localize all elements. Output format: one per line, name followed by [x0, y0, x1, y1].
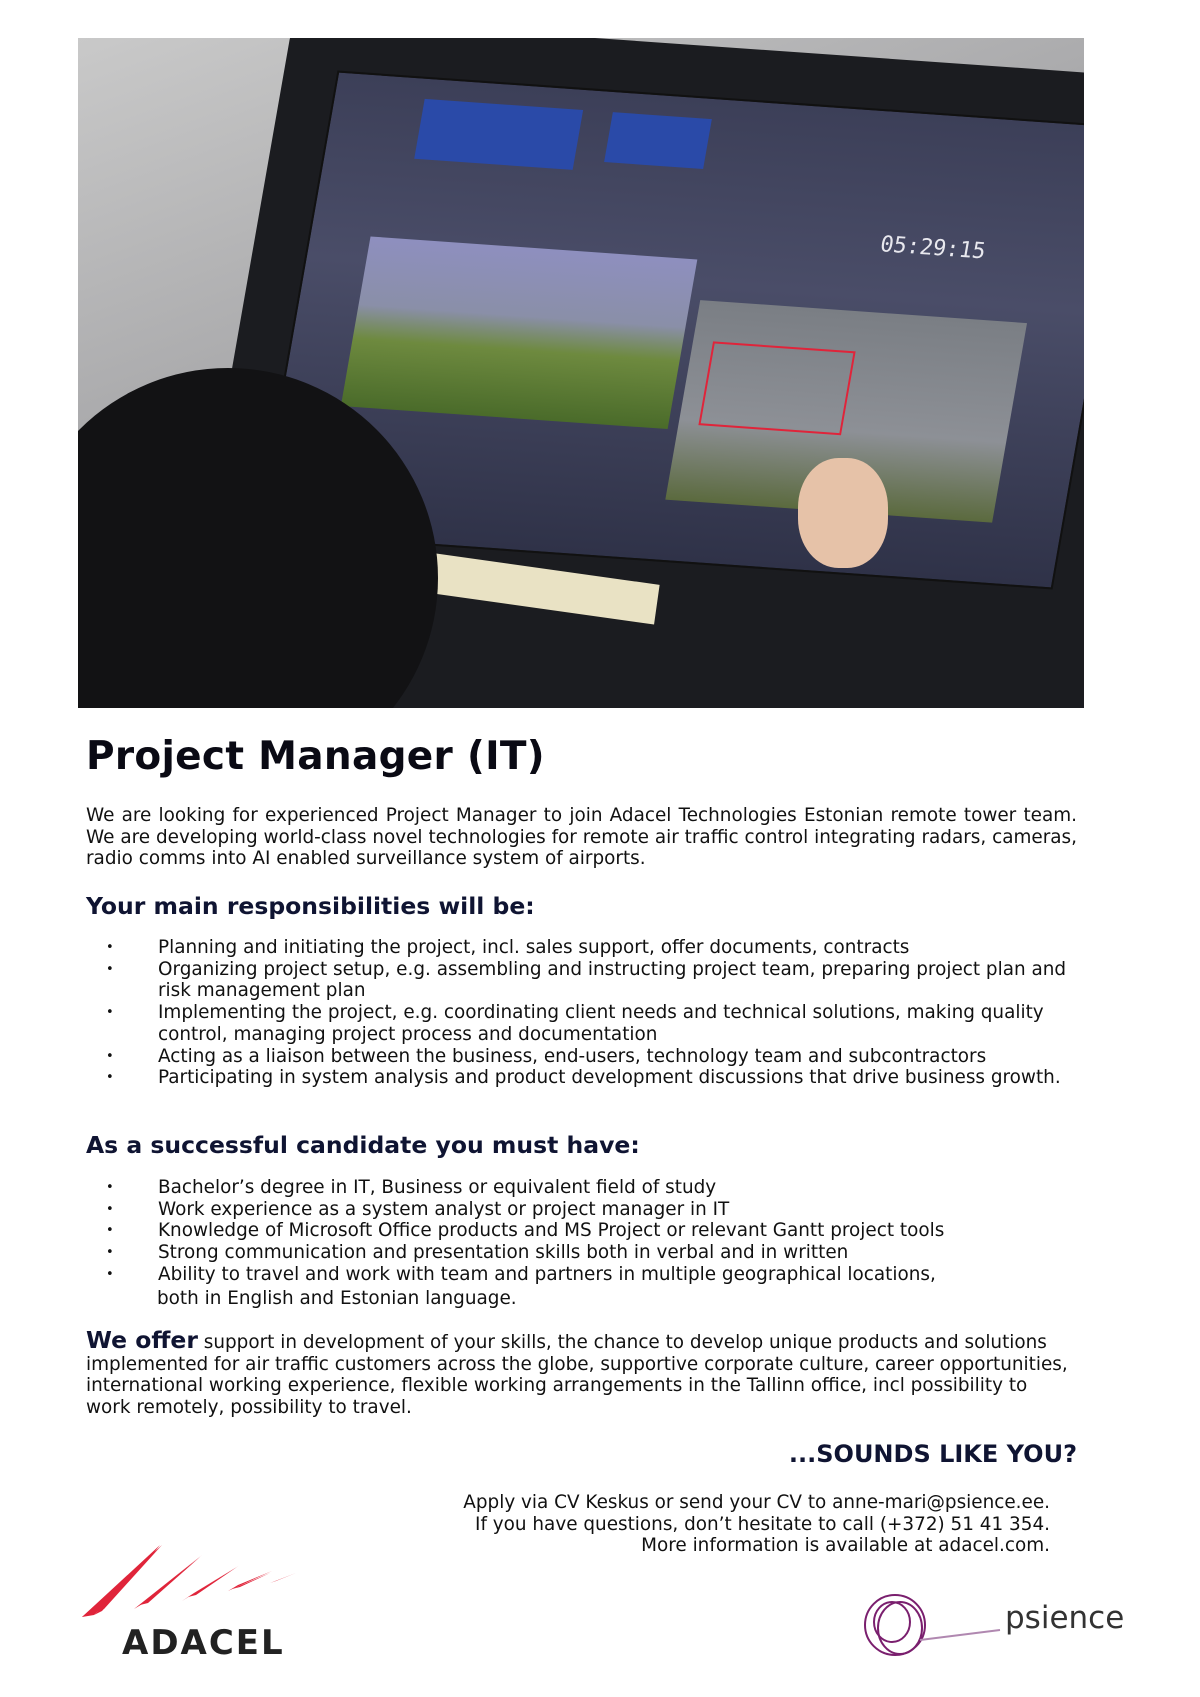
bullet-icon: • — [106, 1223, 114, 1239]
bullet-icon: • — [106, 961, 114, 977]
list-item-text: Work experience as a system analyst or project manager in IT — [158, 1198, 730, 1220]
list-item-text: Knowledge of Microsoft Office products and MS Project or relevant Gantt project tools — [158, 1220, 945, 1242]
hero-photo — [78, 38, 1084, 708]
list-item — [86, 1220, 1077, 1242]
bullet-icon: • — [106, 1266, 114, 1282]
bullet-icon: • — [106, 1070, 114, 1086]
screen-clock: 05:29:15 — [878, 232, 988, 265]
hand-with-stylus — [798, 458, 888, 568]
tracking-box — [698, 341, 855, 435]
list-item-text: Participating in system analysis and product development discussions that drive business growth. — [158, 1067, 1061, 1089]
bullet-icon: • — [106, 940, 114, 955]
apply-line: Apply via CV Keskus or send your CV to anne-mari@psience.ee. — [463, 1492, 1050, 1513]
call-to-action: ...SOUNDS LIKE YOU? — [788, 1440, 1077, 1468]
responsibilities-list — [86, 937, 1077, 1089]
adacel-wordmark: ADACEL — [122, 1623, 285, 1663]
list-item — [86, 1199, 1077, 1221]
list-item — [86, 1242, 1077, 1264]
list-item-text: Bachelor’s degree in IT, Business or equivalent field of study — [158, 1177, 717, 1198]
psience-scribble-icon — [850, 1590, 1010, 1670]
list-item-text: Implementing the project, e.g. coordinating client needs and technical solutions, making quality control, managing project process and documentation — [158, 1002, 1044, 1045]
requirements-heading: As a successful candidate you must have: — [86, 1131, 640, 1159]
offer-lead: We offer — [86, 1326, 198, 1354]
bullet-icon: • — [106, 1005, 114, 1021]
screen-panel — [604, 112, 712, 169]
adacel-logo — [82, 1545, 372, 1665]
list-item — [86, 1067, 1077, 1089]
camera-view-runway — [341, 236, 697, 429]
offer-text: support in development of your skills, the chance to develop unique products and solutions implemented for air traffic customers across the globe, supportive corporate culture, career opportunities, international working experience, flexible working arrangements in the Tallinn office, incl possibility to work remotely, possibility to travel. — [86, 1332, 1068, 1419]
list-item-text: Planning and initiating the project, incl. sales support, offer documents, contracts — [158, 937, 910, 958]
bullet-icon: • — [106, 1180, 114, 1195]
contact-info — [463, 1492, 1050, 1557]
offer-paragraph — [86, 1326, 1077, 1419]
intro-text: We are looking for experienced Project Manager to join Adacel Technologies Estonian remote tower team. We are developing world-class novel technologies for remote air traffic control integrating radars, cameras, radio comms into AI enabled surveillance system of airports. — [86, 805, 1077, 870]
list-item — [86, 959, 1077, 1002]
list-item — [86, 1177, 1077, 1199]
phone-line: If you have questions, don’t hesitate to call (+372) 51 41 354. — [475, 1513, 1050, 1535]
adacel-stripes-icon — [82, 1545, 372, 1625]
list-item-text: both in English and Estonian language. — [157, 1287, 517, 1309]
list-item — [86, 1046, 1077, 1068]
list-item — [86, 937, 1077, 959]
bullet-icon: • — [106, 1245, 114, 1261]
bullet-icon: • — [106, 1048, 114, 1064]
website-line: More information is available at adacel.com. — [641, 1535, 1050, 1557]
list-item — [86, 1264, 1077, 1286]
page-title: Project Manager (IT) — [86, 734, 545, 779]
list-item-text: Ability to travel and work with team and partners in multiple geographical locations, — [158, 1263, 936, 1285]
list-item-continuation — [86, 1288, 1077, 1310]
list-item — [86, 1002, 1077, 1045]
psience-logo — [850, 1590, 1125, 1670]
responsibilities-heading: Your main responsibilities will be: — [86, 892, 535, 920]
list-item-text: Acting as a liaison between the business, end-users, technology team and subcontractors — [158, 1045, 987, 1067]
list-item-text: Organizing project setup, e.g. assembling and instructing project team, preparing project plan and risk management plan — [158, 958, 1067, 1002]
bullet-icon: • — [106, 1201, 114, 1217]
list-item-text: Strong communication and presentation skills both in verbal and in written — [158, 1242, 849, 1264]
psience-wordmark: psience — [1005, 1600, 1125, 1636]
requirements-list — [86, 1177, 1077, 1309]
screen-panel — [414, 99, 583, 170]
